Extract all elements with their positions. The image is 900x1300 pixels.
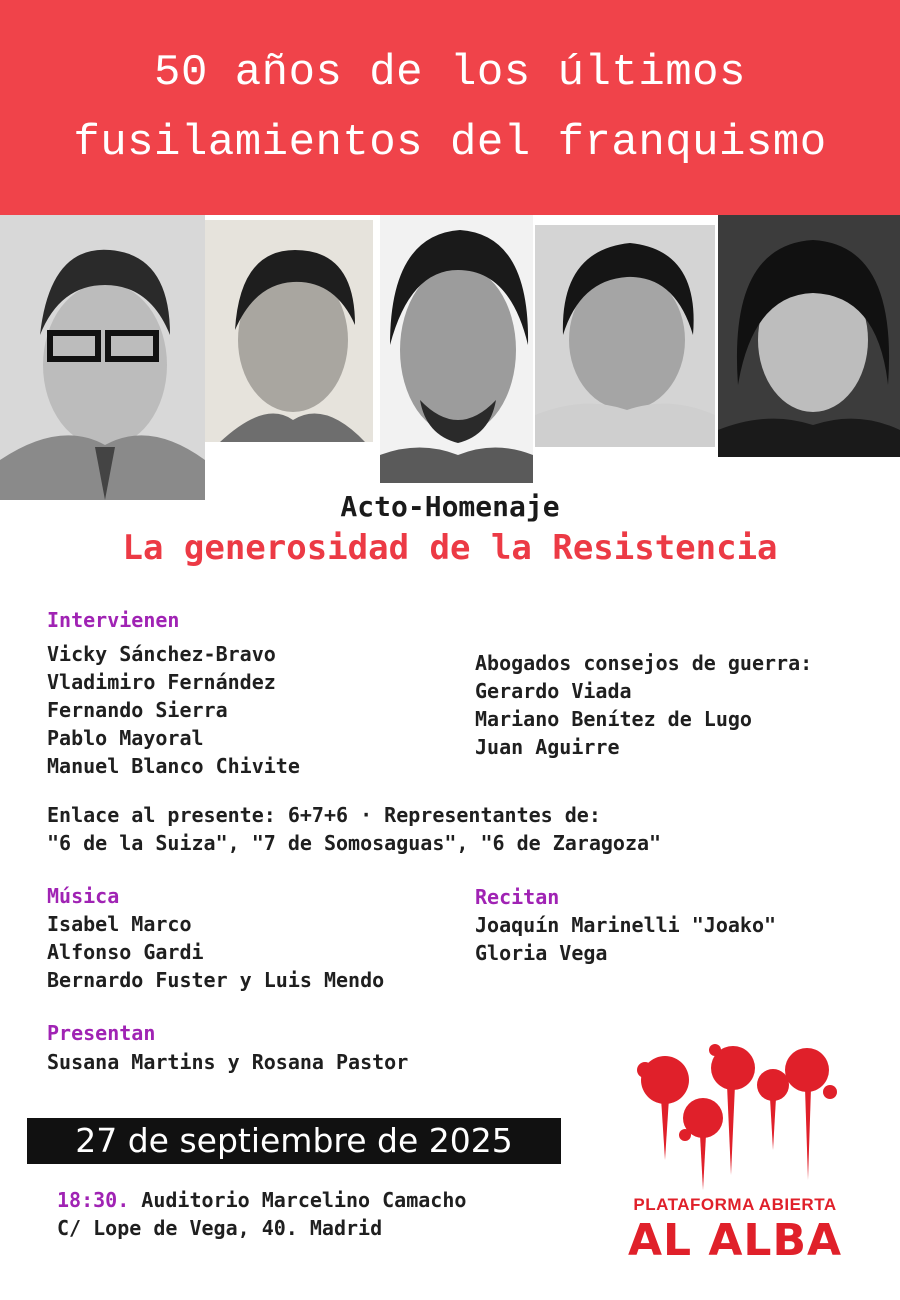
event-title: La generosidad de la Resistencia bbox=[122, 528, 778, 568]
link-line-1: Enlace al presente: 6+7+6 · Representantes de: bbox=[47, 803, 601, 827]
speaker-name: Pablo Mayoral bbox=[47, 726, 204, 750]
lawyers-label: Abogados consejos de guerra: bbox=[475, 651, 813, 675]
header-title-line-2: fusilamientos del franquismo bbox=[73, 118, 827, 168]
speaker-name: Vladimiro Fernández bbox=[47, 670, 276, 694]
presenters-names: Susana Martins y Rosana Pastor bbox=[47, 1050, 409, 1074]
lawyer-name: Juan Aguirre bbox=[475, 735, 620, 759]
venue-place: Auditorio Marcelino Camacho bbox=[141, 1188, 467, 1212]
portrait-photo-3 bbox=[380, 215, 533, 483]
speakers-label: Intervienen bbox=[47, 608, 180, 632]
speaker-name: Fernando Sierra bbox=[47, 698, 228, 722]
event-type: Acto-Homenaje bbox=[340, 490, 560, 523]
header-title-line-1: 50 años de los últimos bbox=[154, 48, 746, 98]
lawyer-name: Gerardo Viada bbox=[475, 679, 632, 703]
header-banner bbox=[0, 0, 900, 215]
musician-name: Isabel Marco bbox=[47, 912, 192, 936]
date-bar bbox=[27, 1118, 561, 1164]
reciter-name: Gloria Vega bbox=[475, 941, 608, 965]
speaker-name: Manuel Blanco Chivite bbox=[47, 754, 300, 778]
logo-text-top: PLATAFORMA ABIERTA bbox=[633, 1195, 837, 1214]
portrait-photo-5 bbox=[718, 215, 900, 457]
presenters-label: Presentan bbox=[47, 1021, 156, 1045]
logo-text-bottom: AL ALBA bbox=[627, 1215, 843, 1266]
music-label: Música bbox=[47, 884, 120, 908]
musician-name: Bernardo Fuster y Luis Mendo bbox=[47, 968, 385, 992]
portrait-photo-2 bbox=[205, 220, 373, 442]
event-time: 18:30. bbox=[57, 1188, 130, 1212]
lawyer-name: Mariano Benítez de Lugo bbox=[475, 707, 752, 731]
blood-splatter-icon bbox=[615, 1040, 855, 1200]
link-line-2: "6 de la Suiza", "7 de Somosaguas", "6 de Zaragoza" bbox=[47, 831, 662, 855]
reciter-name: Joaquín Marinelli "Joako" bbox=[475, 913, 777, 937]
speaker-name: Vicky Sánchez-Bravo bbox=[47, 642, 276, 666]
venue-line-1 bbox=[57, 1188, 466, 1212]
venue-address: C/ Lope de Vega, 40. Madrid bbox=[57, 1216, 383, 1240]
portrait-photo-4 bbox=[535, 225, 715, 447]
plataforma-logo bbox=[615, 1040, 855, 1265]
event-date: 27 de septiembre de 2025 bbox=[75, 1121, 513, 1160]
portrait-photo-1 bbox=[0, 215, 205, 500]
recital-label: Recitan bbox=[475, 885, 560, 909]
musician-name: Alfonso Gardi bbox=[47, 940, 204, 964]
